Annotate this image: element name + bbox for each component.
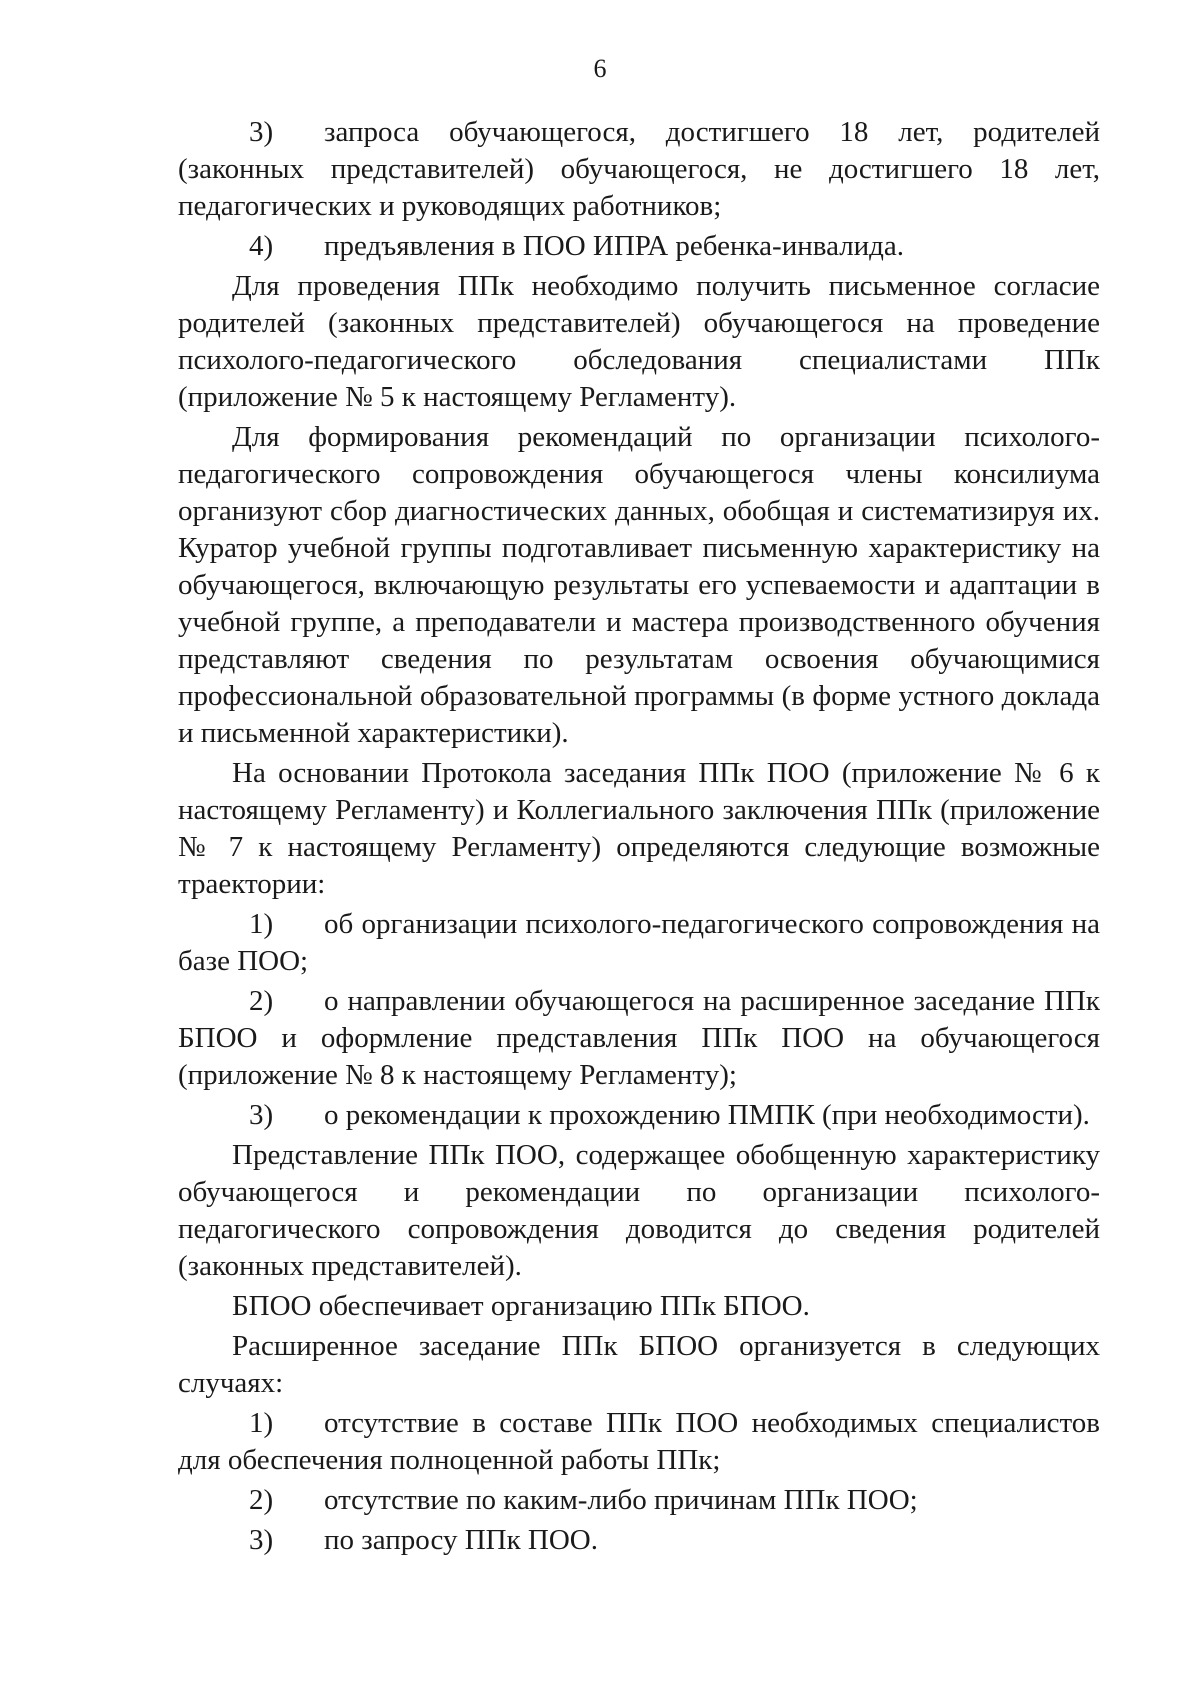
paragraph: Для проведения ППк необходимо получить письменное согласие родителей (законных представителей) обучающегося на проведение психолого-педагогического обследования специалистами ППк (приложение № 5 к настоящему Регламенту). — [178, 270, 1100, 413]
list-item — [178, 114, 1100, 225]
list-item-text: об организации психолого-педагогического сопровождения на базе ПОО; — [178, 908, 1100, 977]
list-item-number: 1) — [249, 1407, 274, 1439]
list-item-text: по запросу ППк ПОО. — [324, 1524, 598, 1556]
list-item-text: о направлении обучающегося на расширенное заседание ППк БПОО и оформление представления ППк ПОО на обучающегося (приложение № 8 к настоящему Регламенту); — [178, 985, 1100, 1091]
list-item — [178, 1405, 1100, 1479]
list-item-text: отсутствие в составе ППк ПОО необходимых специалистов для обеспечения полноценной работы ППк; — [178, 1407, 1100, 1476]
list-item — [178, 228, 1100, 265]
list-item-text: предъявления в ПОО ИПРА ребенка-инвалида. — [324, 230, 905, 262]
list-item — [178, 906, 1100, 980]
list-item-text: отсутствие по каким-либо причинам ППк ПОО; — [324, 1484, 918, 1516]
list-item-number: 4) — [249, 230, 274, 262]
list-item — [178, 1097, 1100, 1134]
page-number: 6 — [593, 54, 607, 83]
paragraph: БПОО обеспечивает организацию ППк БПОО. — [232, 1290, 810, 1322]
document-body — [178, 114, 1100, 1562]
list-item-number: 3) — [249, 1099, 274, 1131]
list-item-number: 2) — [249, 1484, 274, 1516]
list-item-number: 3) — [249, 116, 274, 148]
paragraph: На основании Протокола заседания ППк ПОО (приложение № 6 к настоящему Регламенту) и Коллегиального заключения ППк (приложение № 7 к настоящему Регламенту) определяются следующие возможные траектории: — [178, 757, 1100, 900]
list-item-number: 2) — [249, 985, 274, 1017]
list-item — [178, 1522, 1100, 1559]
paragraph: Расширенное заседание ППк БПОО организуется в следующих случаях: — [178, 1330, 1100, 1399]
paragraph: Для формирования рекомендаций по организации психолого-педагогического сопровождения обучающегося члены консилиума организуют сбор диагностических данных, обобщая и систематизируя их. Куратор учебной группы подготавливает письменную характеристику на обучающегося, включающую результаты его успеваемости и адаптации в учебной группе, а преподаватели и мастера производственного обучения представляют сведения по результатам освоения обучающимися профессиональной образовательной программы (в форме устного доклада и письменной характеристики). — [178, 421, 1100, 749]
list-item — [178, 1482, 1100, 1519]
list-item — [178, 983, 1100, 1094]
list-item-text: запроса обучающегося, достигшего 18 лет, родителей (законных представителей) обучающегося, не достигшего 18 лет, педагогических и руководящих работников; — [178, 116, 1100, 222]
list-item-number: 1) — [249, 908, 274, 940]
paragraph: Представление ППк ПОО, содержащее обобщенную характеристику обучающегося и рекомендации по организации психолого-педагогического сопровождения доводится до сведения родителей (законных представителей). — [178, 1139, 1100, 1282]
list-item-text: о рекомендации к прохождению ПМПК (при необходимости). — [324, 1099, 1090, 1131]
list-item-number: 3) — [249, 1524, 274, 1556]
